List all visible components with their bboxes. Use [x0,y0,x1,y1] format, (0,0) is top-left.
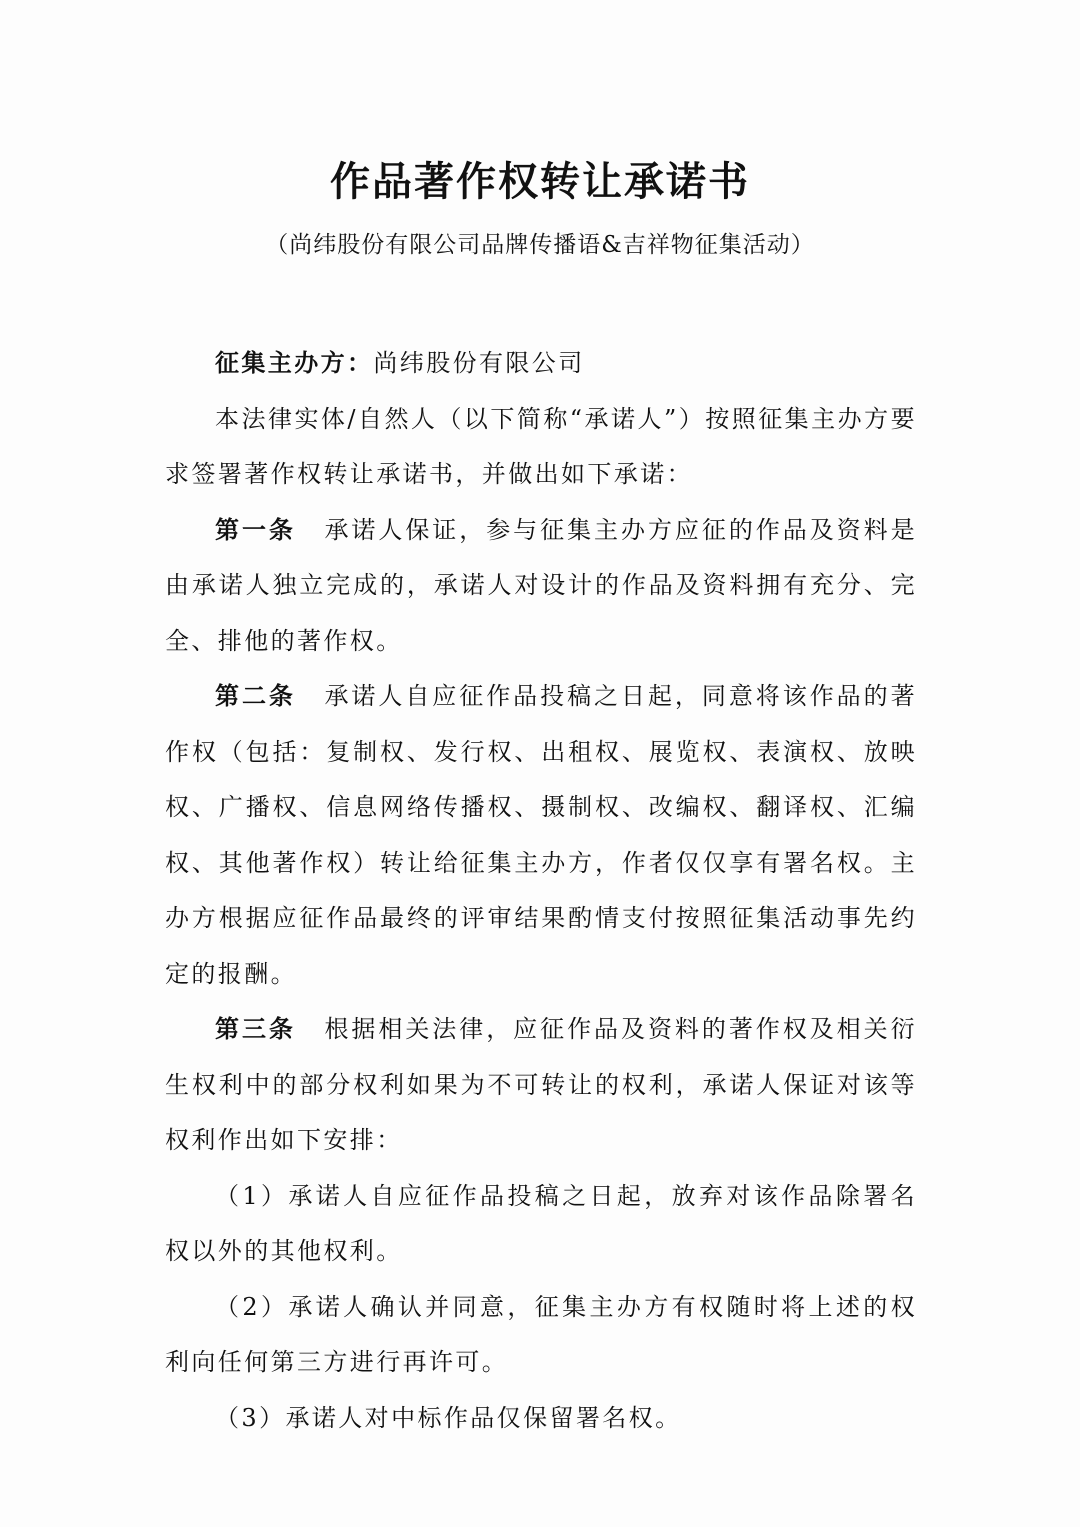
article-1 [165,503,917,670]
list-item: （3）承诺人对中标作品仅保留署名权。 [215,1403,682,1432]
article-label: 第二条 [215,682,296,710]
article-text: 承诺人自应征作品投稿之日起，同意将该作品的著作权（包括：复制权、发行权、出租权、展览权、表演权、放映权、广播权、信息网络传播权、摄制权、改编权、翻译权、汇编权、其他著作权）转让给征集主办方，作者仅仅享有署名权。主办方根据应征作品最终的评审结果酌情支付按照征集活动事先约定的报酬。 [165,682,917,988]
intro-paragraph: 本法律实体/自然人（以下简称“承诺人”）按照征集主办方要求签署著作权转让承诺书，并做出如下承诺： [165,404,917,488]
article-label: 第一条 [215,515,296,544]
organizer-value: 尚纬股份有限公司 [373,349,585,377]
organizer-label: 征集主办方： [215,349,374,377]
list-item: （2）承诺人确认并同意，征集主办方有权随时将上述的权利向任何第三方进行再许可。 [165,1292,917,1376]
article-text: 根据相关法律，应征作品及资料的著作权及相关衍生权利中的部分权利如果为不可转让的权利，承诺人保证对该等权利作出如下安排： [165,1015,917,1154]
document-title: 作品著作权转让承诺书 [330,159,750,205]
article-text: 承诺人保证，参与征集主办方应征的作品及资料是由承诺人独立完成的，承诺人对设计的作品及资料拥有充分、完全、排他的著作权。 [165,515,917,655]
document-subtitle: （尚纬股份有限公司品牌传播语&吉祥物征集活动） [265,232,815,258]
organizer-line [165,336,917,392]
article-label: 第三条 [215,1015,296,1043]
list-item: （1）承诺人自应征作品投稿之日起，放弃对该作品除署名权以外的其他权利。 [165,1181,917,1265]
article-3 [165,1002,917,1169]
document-body [165,336,917,1446]
article-2 [165,669,917,1002]
